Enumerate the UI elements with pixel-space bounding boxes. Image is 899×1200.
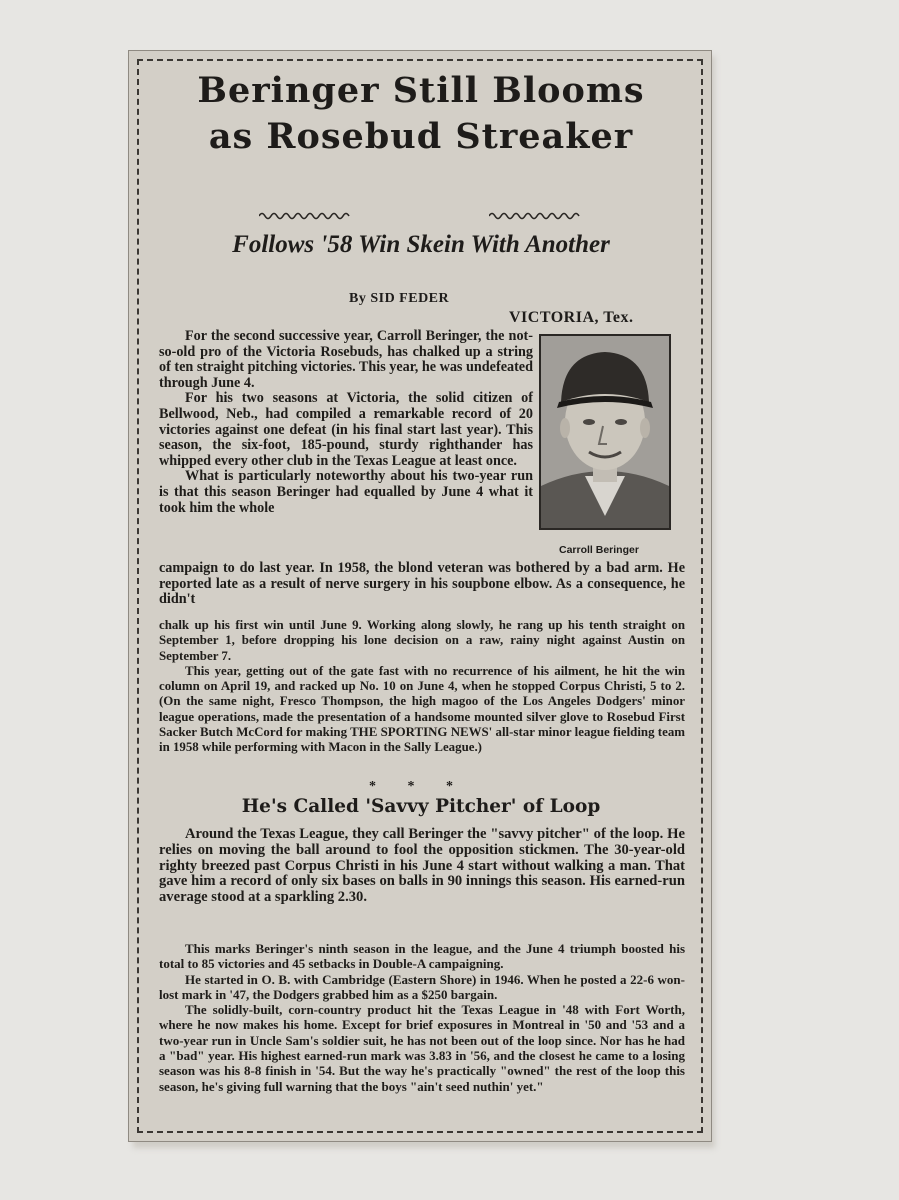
squiggle-ornament-right	[489, 211, 581, 221]
paragraph: He started in O. B. with Cambridge (Eastern Shore) in 1946. When he posted a 22-6 won-lost mark in '47, the Dodgers grabbed him as a $250 bargain.	[159, 971, 685, 1002]
article-column-small	[159, 618, 685, 756]
dateline: VICTORIA, Tex.	[509, 309, 634, 326]
paragraph: For the second successive year, Carroll Beringer, the not-so-old pro of the Victoria Rosebuds, has chalked up a string of ten straight pitching victories. This year, he was undefeated through June 4.	[159, 328, 533, 391]
subheadline: Follows '58 Win Skein With Another	[232, 231, 610, 258]
paragraph: The solidly-built, corn-country product hit the Texas League in '48 with Fort Worth, where he now makes his home. Except for brief exposures in Montreal in '50 and '53 and a two-year run in Uncle Sam's soldier suit, he has not been out of the loop since. Nor has he had a "bad" year. His highest earned-run mark was 3.83 in '56, and the closest he came to a losing season was his 8-8 finish in '54. But the way he's practically "owned" the rest of the loop this season, he's giving full warning that the boys "ain't seed nuthin' yet."	[159, 1002, 685, 1094]
article-column-top	[159, 329, 533, 516]
headline-line-1: Beringer Still Blooms	[197, 70, 645, 111]
section-heading: He's Called 'Savvy Pitcher' of Loop	[241, 796, 601, 817]
photo-caption: Carroll Beringer	[559, 544, 639, 556]
byline: By SID FEDER	[349, 291, 450, 306]
squiggle-ornament-left	[259, 211, 351, 221]
player-photo	[539, 334, 671, 530]
paragraph: This year, getting out of the gate fast with no recurrence of his ailment, he hit the win column on April 19, and racked up No. 10 on June 4, when he stopped Corpus Christi, 5 to 2. (On the same night, Fresco Thompson, the high magoo of the Los Angeles Dodgers' minor league operations, made the presentation of a handsome mounted silver glove to Rosebud First Sacker Butch McCord for making THE SPORTING NEWS' all-star minor league fielding team in 1958 while performing with Macon in the Sally League.)	[159, 663, 685, 755]
paragraph: For his two seasons at Victoria, the solid citizen of Bellwood, Neb., had compiled a remarkable record of 20 victories against one defeat (in his final start last year). This season, the six-foot, 185-pound, sturdy righthander has whipped every other club in the Texas League at least once.	[159, 390, 533, 469]
paragraph: chalk up his first win until June 9. Working along slowly, he rang up his tenth straight on September 1, before dropping his lone decision on a raw, rainy night against Austin on September 7.	[159, 618, 685, 663]
paragraph: Around the Texas League, they call Beringer the "savvy pitcher" of the loop. He relies on moving the ball around to fool the opposition stickmen. The 30-year-old righty breezed past Corpus Christi in his June 4 start without walking a man. That gave him a record of only six bases on balls in 90 innings this season. His earned-run average stood at a sparkling 2.30.	[159, 826, 685, 906]
paragraph: What is particularly noteworthy about his two-year run is that this season Beringer had equalled by June 4 what it took him the whole	[159, 468, 533, 516]
newspaper-clipping	[128, 50, 712, 1142]
paragraph: campaign to do last year. In 1958, the blond veteran was bothered by a bad arm. He reported late as a result of nerve surgery in his soupbone elbow. As a consequence, he didn't	[159, 560, 685, 608]
article-column-continue	[159, 561, 685, 608]
headline-line-2: as Rosebud Streaker	[208, 116, 634, 157]
section-separator: * * *	[369, 779, 467, 794]
paragraph: This marks Beringer's ninth season in the league, and the June 4 triumph boosted his total to 85 victories and 45 setbacks in Double-A campaigning.	[159, 941, 685, 972]
article-column-bottom	[159, 941, 685, 1094]
player-portrait-image	[541, 336, 669, 528]
article-column-savvy	[159, 827, 685, 906]
